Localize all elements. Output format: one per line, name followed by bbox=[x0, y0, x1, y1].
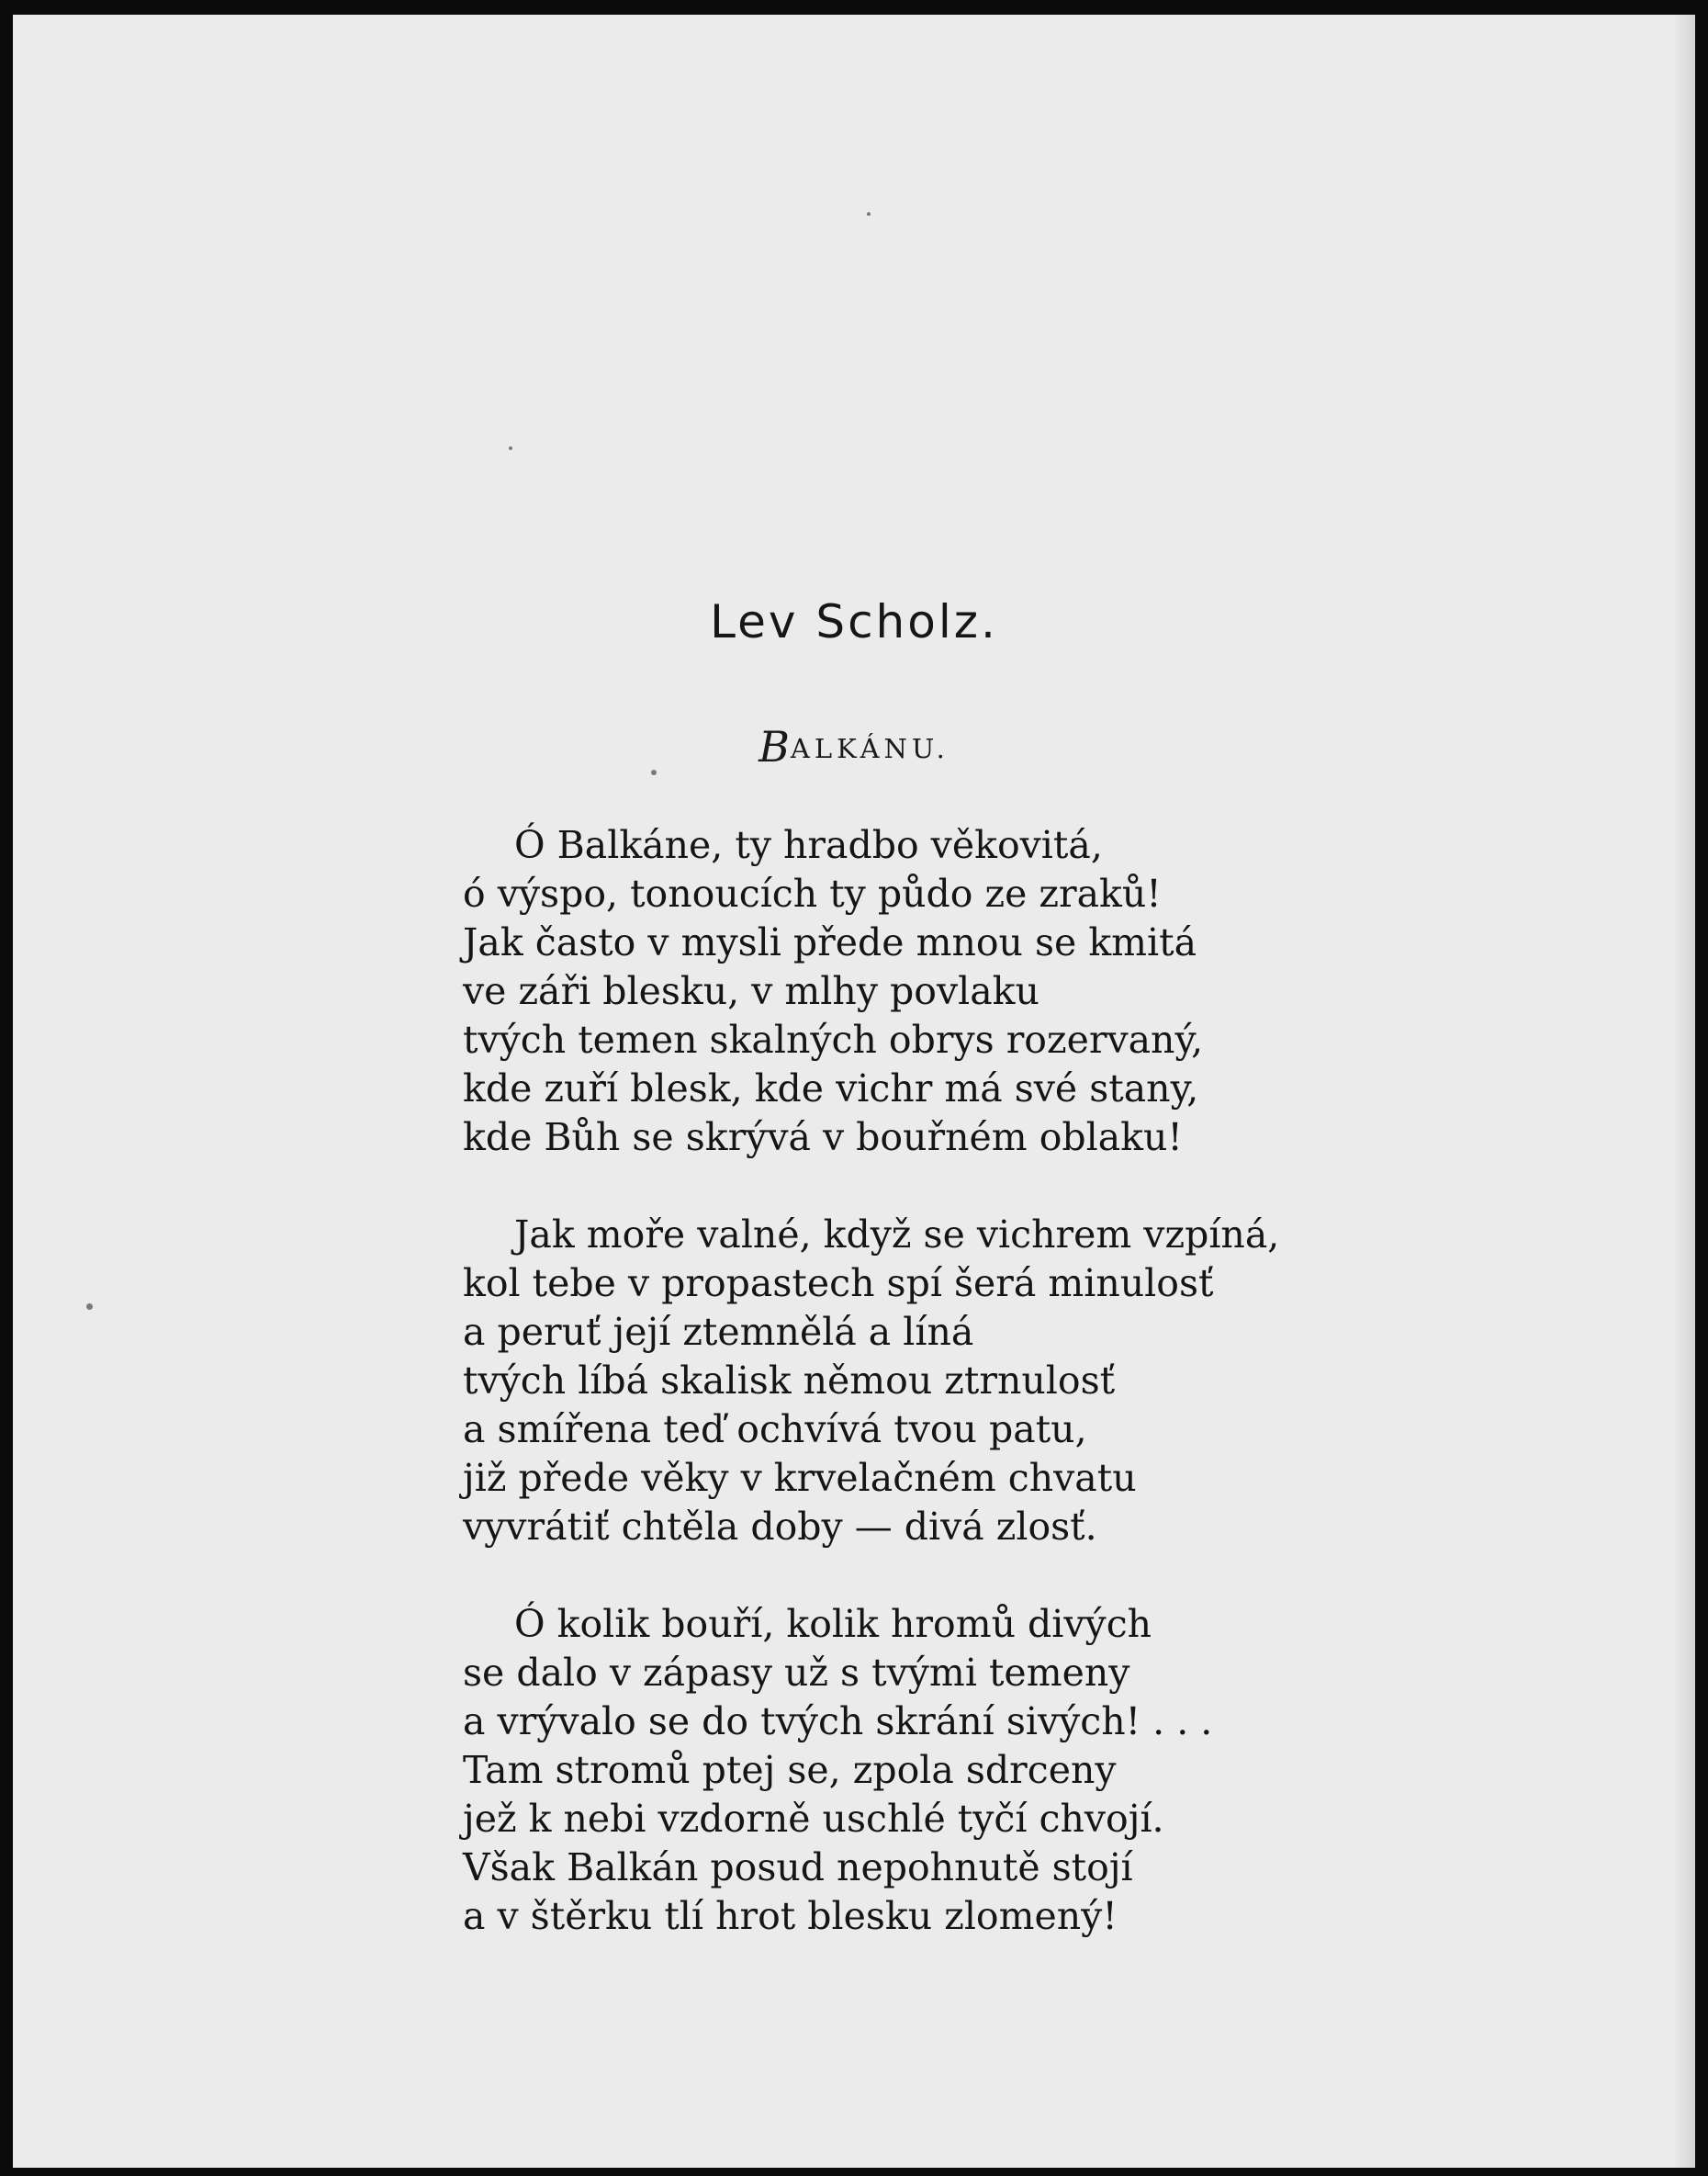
poem-line: Tam stromů ptej se, zpola sdrceny bbox=[463, 1748, 1117, 1792]
poem-title-initial: B bbox=[758, 722, 791, 772]
poem-line: Ó kolik bouří, kolik hromů divých bbox=[514, 1602, 1152, 1646]
poem-line: kol tebe v propastech spí šerá minulosť bbox=[463, 1261, 1214, 1305]
print-speck bbox=[651, 770, 657, 775]
poem-line: Jak často v mysli přede mnou se kmitá bbox=[463, 920, 1197, 964]
poem-line: Jak moře valné, když se vichrem vzpíná, bbox=[514, 1212, 1280, 1257]
poem-line: ó výspo, tonoucích ty půdo ze zraků! bbox=[463, 872, 1162, 916]
poem-body bbox=[463, 821, 1519, 1990]
stanza-3 bbox=[463, 1600, 1519, 1941]
poem-line: kde zuří blesk, kde vichr má své stany, bbox=[463, 1066, 1199, 1111]
page-edge-shadow bbox=[1673, 15, 1695, 2168]
print-speck bbox=[867, 212, 871, 216]
book-page bbox=[13, 15, 1695, 2168]
poem-line: již přede věky v krvelačném chvatu bbox=[463, 1456, 1137, 1500]
author-name: Lev Scholz. bbox=[710, 595, 998, 648]
poem-line: Ó Balkáne, ty hradbo věkovitá, bbox=[514, 823, 1103, 867]
poem-line: a vrývalo se do tvých skrání sivých! . . . bbox=[463, 1699, 1213, 1743]
poem-line: a smířena teď ochvívá tvou patu, bbox=[463, 1407, 1087, 1451]
poem-line: kde Bůh se skrývá v bouřném oblaku! bbox=[463, 1115, 1183, 1159]
print-speck bbox=[509, 446, 512, 450]
poem-line: tvých temen skalných obrys rozervaný, bbox=[463, 1018, 1204, 1062]
stanza-1 bbox=[463, 821, 1519, 1162]
poem-line: vyvrátiť chtěla doby — divá zlosť. bbox=[463, 1505, 1097, 1549]
poem-line: a v štěrku tlí hrot blesku zlomený! bbox=[463, 1894, 1118, 1938]
poem-line: a peruť její ztemnělá a líná bbox=[463, 1310, 974, 1354]
poem-title-rest: ALKÁNU. bbox=[790, 733, 950, 764]
poem-line: ve záři blesku, v mlhy povlaku bbox=[463, 969, 1039, 1013]
poem-line: se dalo v zápasy už s tvými temeny bbox=[463, 1651, 1130, 1695]
stanza-2 bbox=[463, 1211, 1519, 1551]
poem-line: tvých líbá skalisk němou ztrnulosť bbox=[463, 1359, 1116, 1403]
poem-line: Však Balkán posud nepohnutě stojí bbox=[463, 1845, 1133, 1889]
print-speck bbox=[86, 1303, 93, 1310]
poem-line: jež k nebi vzdorně uschlé tyčí chvojí. bbox=[463, 1797, 1164, 1841]
poem-title bbox=[13, 722, 1695, 772]
